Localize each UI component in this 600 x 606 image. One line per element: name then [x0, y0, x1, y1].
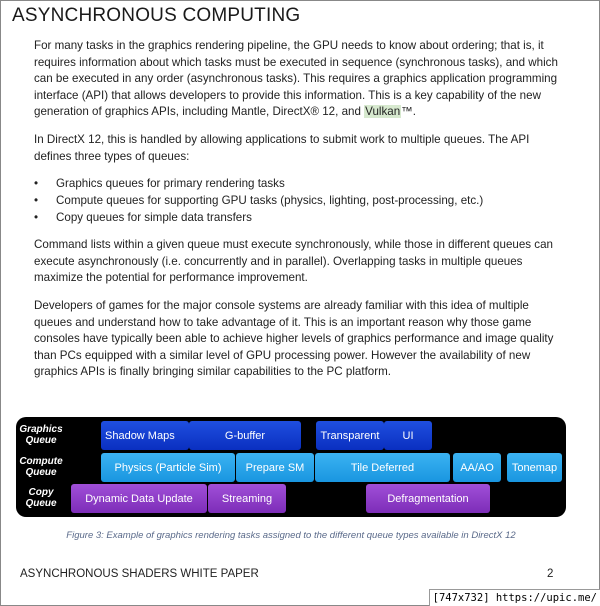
highlighted-word: Vulkan: [365, 105, 401, 119]
queue-diagram: [16, 417, 566, 517]
task-streaming: Streaming: [208, 484, 286, 513]
list-item: • Graphics queues for primary rendering tasks: [34, 177, 285, 190]
paragraph-queues: In DirectX 12, this is handled by allowing applications to submit work to multiple queues. The API defines three types of queues:: [34, 133, 530, 163]
graphics-queue-label: Graphics Queue: [19, 424, 63, 446]
footer-title: ASYNCHRONOUS SHADERS WHITE PAPER: [20, 568, 259, 580]
paragraph-consoles: Developers of games for the major console systems are already familiar with this idea of multiple queues and understand how to take advantage of it. This is an important reason why those game consoles have typically been able to achieve higher levels of graphics performance and image quality than PCs equipped with a similar level of GPU processing power. However the availability of new graphics APIs is finally bringing similar capabilities to the PC platform.: [34, 299, 554, 379]
list-item: • Compute queues for supporting GPU tasks (physics, lighting, post-processing, etc.): [34, 194, 484, 207]
task-prepare-sm: Prepare SM: [236, 453, 314, 482]
task-transparent: Transparent: [316, 421, 384, 450]
page-heading: ASYNCHRONOUS COMPUTING: [12, 5, 301, 26]
task-dynamic-data-update: Dynamic Data Update: [71, 484, 207, 513]
list-item: • Copy queues for simple data transfers: [34, 211, 252, 224]
page-number: 2: [547, 568, 554, 580]
queue-type-list: [34, 175, 564, 226]
bullet-icon: •: [34, 194, 39, 207]
paragraph-command-lists: Command lists within a given queue must execute synchronously, while those in different queues can execute asynchronously (i.e. concurrently and in parallel). Overlapping tasks in multiple queues maximize the potential for performance improvement.: [34, 238, 554, 285]
paragraph-intro-text: For many tasks in the graphics rendering pipeline, the GPU needs to know about ordering; that is, it requires information about which tasks must be executed in sequence (synchronous tasks), and which can be executed in any order (asynchronous tasks). This requires a graphics application programming interface (API) that allows developers to provide this information. This is a key capability of the new generation of graphics APIs, including Mantle, DirectX® 12, and: [34, 39, 558, 119]
task-ui: UI: [384, 421, 432, 450]
task-physics: Physics (Particle Sim): [101, 453, 235, 482]
task-aa-ao: AA/AO: [453, 453, 501, 482]
task-g-buffer: G-buffer: [189, 421, 301, 450]
paragraph-intro: [34, 38, 564, 121]
watermark-label: [747x732] https://upic.me/: [429, 589, 600, 606]
task-shadow-maps: Shadow Maps: [101, 421, 189, 450]
task-tonemap: Tonemap: [507, 453, 562, 482]
paragraph-intro-end: ™.: [401, 105, 416, 119]
copy-queue-label: Copy Queue: [25, 487, 57, 509]
task-tile-deferred: Tile Deferred: [315, 453, 450, 482]
figure-caption: Figure 3: Example of graphics rendering tasks assigned to the different queue types available in DirectX 12: [66, 530, 516, 541]
compute-queue-label: Compute Queue: [19, 456, 63, 478]
bullet-icon: •: [34, 211, 39, 224]
task-defragmentation: Defragmentation: [366, 484, 490, 513]
bullet-icon: •: [34, 177, 39, 190]
